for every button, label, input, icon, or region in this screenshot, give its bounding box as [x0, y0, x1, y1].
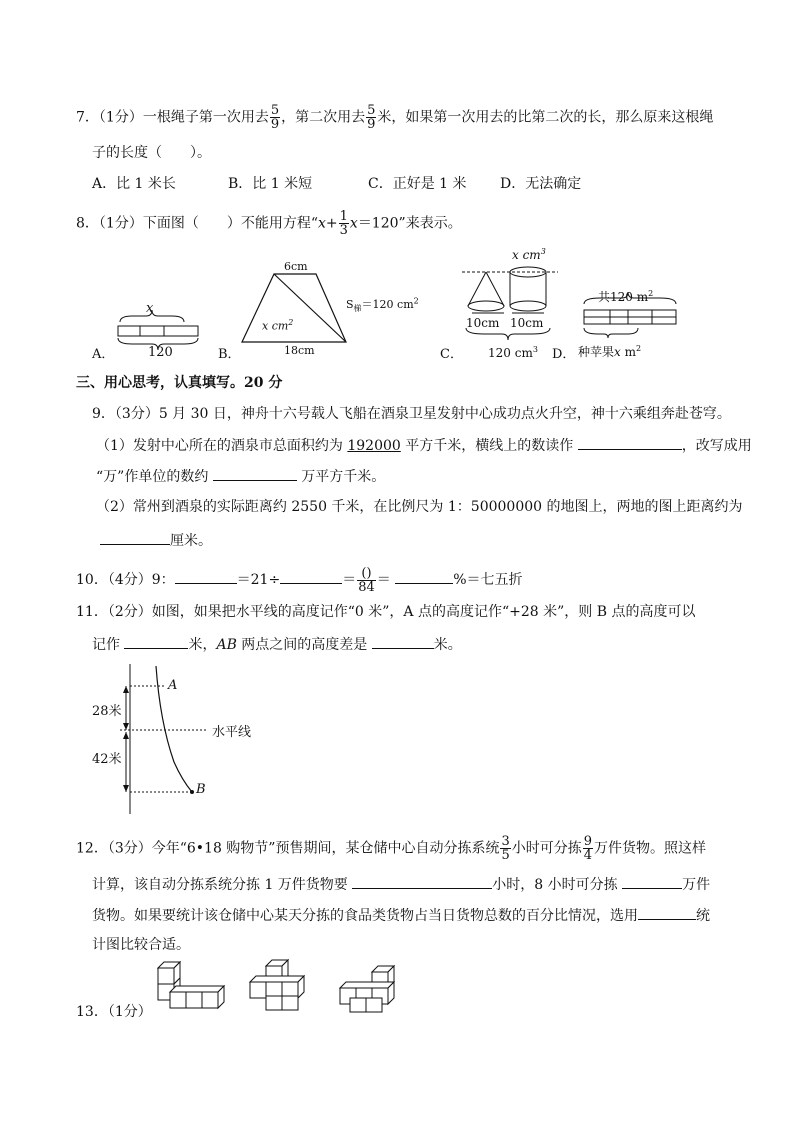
q12-line1: 12．（3分）今年“6•18 购物节”预售期间，某仓储中心自动分拣系统 $\frac{3}{5}$ 小时可分拣 $\frac{9}{4}$ 万件货物。照这样 — [76, 834, 707, 863]
q8-fraction: $\frac{1}{3}$ — [339, 209, 348, 238]
q7-fraction-2: $\frac{5}{9}$ — [367, 103, 376, 132]
q7-option-b[interactable]: B．比 1 米短 — [228, 176, 313, 192]
q11-point-b: B — [196, 782, 206, 797]
q8-fig-a-total: 120 — [148, 345, 173, 360]
q8-fig-d-top: 共120 $m^2$ — [598, 289, 654, 304]
q7-option-c[interactable]: C．正好是 1 米 — [368, 176, 467, 192]
q9-blank-wan[interactable] — [213, 466, 297, 481]
q11-horizon-label: 水平线 — [212, 725, 252, 740]
q13-label: 13．（1分） — [76, 1004, 152, 1020]
q9-blank-distance[interactable] — [100, 530, 170, 545]
q10-blank-1[interactable] — [175, 569, 237, 584]
q12-line3: 货物。如果要统计该仓储中心某天分拣的食品类货物占当日货物总数的百分比情况，选用 统 — [92, 905, 710, 925]
q8-fig-b-formula: $S_梯=120$ $cm^2$ — [346, 296, 419, 314]
q11-blank-diff[interactable] — [372, 634, 434, 649]
section-3-title: 三、用心思考，认真填写。20 分 — [76, 375, 283, 391]
q8-fig-d-label[interactable]: D． — [552, 347, 576, 362]
q8-fig-d-bottom: 种苹果x $m^2$ — [578, 344, 642, 359]
q9-part1-line2: “万”作单位的数约 万平方千米。 — [96, 466, 385, 486]
q7-fraction-1: $\frac{5}{9}$ — [270, 103, 280, 132]
q9-stem: 9．（3分）5 月 30 日，神舟十六号载人飞船在酒泉卫星发射中心成功点火升空，神十六乘组奔赴苍穹。 — [92, 406, 731, 422]
q10-blank-3[interactable] — [395, 569, 453, 584]
q9-part2-line1: （2）常州到酒泉的实际距离约 2550 千米，在比例尺为 1：50000000 的地图上，两地的图上距离约为 — [96, 499, 743, 515]
q8-fig-a-var: x — [146, 301, 154, 316]
q8-fig-b-bottom: 18cm — [284, 344, 315, 357]
q8-fig-a-label[interactable]: A． — [92, 347, 115, 362]
q7-option-a[interactable]: A．比 1 米长 — [92, 176, 176, 192]
q12-blank-hours[interactable] — [352, 874, 492, 889]
q11-figure — [90, 662, 270, 818]
q11-line1: 11．（2分）如图，如果把水平线的高度记作“0 米”，A 点的高度记作“+28 米”，则 B 点的高度可以 — [76, 604, 696, 620]
q11-height-28: 28米 — [92, 704, 122, 719]
q8-fig-c-total: 120 $cm^3$ — [488, 345, 538, 360]
q8-fig-b-label[interactable]: B． — [218, 347, 241, 362]
q11-point-a: A — [168, 678, 178, 693]
q10-line: 10．（4分）9： ＝21÷ ＝ $\frac{()}{84}$ ＝ %＝七五折 — [76, 565, 523, 595]
q10-fraction: $\frac{()}{84}$ — [358, 565, 375, 595]
q11-height-42: 42米 — [92, 752, 122, 767]
q13-cube-figures — [150, 958, 420, 1018]
q7-option-d[interactable]: D．无法确定 — [500, 176, 582, 192]
q10-blank-2[interactable] — [280, 569, 342, 584]
q12-blank-amount[interactable] — [622, 874, 682, 889]
q9-part2-line2: 厘米。 — [100, 530, 212, 550]
q11-blank-b-height[interactable] — [124, 634, 188, 649]
q8-fig-b-top: 6cm — [284, 260, 308, 273]
q8-fig-c-top: x $cm^3$ — [512, 247, 546, 262]
q8-fig-b-area: x $cm^2$ — [262, 318, 294, 333]
q12-fraction-2: $\frac{9}{4}$ — [583, 834, 593, 863]
q12-fraction-1: $\frac{3}{5}$ — [501, 834, 510, 863]
q8-fig-c-label[interactable]: C． — [440, 347, 463, 362]
q8-fig-c-w2: 10cm — [510, 316, 544, 330]
q12-line2: 计算，该自动分拣系统分拣 1 万件货物要 小时，8 小时可分拣 万件 — [92, 874, 710, 894]
q12-blank-chart[interactable] — [638, 905, 696, 920]
q9-part1-line1: （1）发射中心所在的酒泉市总面积约为 192000 平方千米，横线上的数读作 ，改写成用 — [96, 435, 752, 455]
q7-line2: 子的长度（ ）。 — [92, 145, 211, 161]
q8-stem: 8．（1分）下面图（ ）不能用方程“x+ $\frac{1}{3}$ x＝120”来表示。 — [76, 209, 462, 238]
q9-blank-read[interactable] — [578, 435, 682, 450]
q12-line4: 计图比较合适。 — [92, 937, 190, 953]
q7-line1: 7．（1分）一根绳子第一次用去 $\frac{5}{9}$ ，第二次用去 $\frac{5}{9}$ 米，如果第一次用去的比第二次的长，那么原来这根绳 — [76, 103, 714, 132]
q8-fig-c-w1: 10cm — [466, 316, 500, 330]
q8-fig-b — [240, 272, 352, 344]
q11-line2: 记作 米，AB 两点之间的高度差是 米。 — [92, 634, 462, 654]
q8-fig-c — [460, 256, 560, 356]
